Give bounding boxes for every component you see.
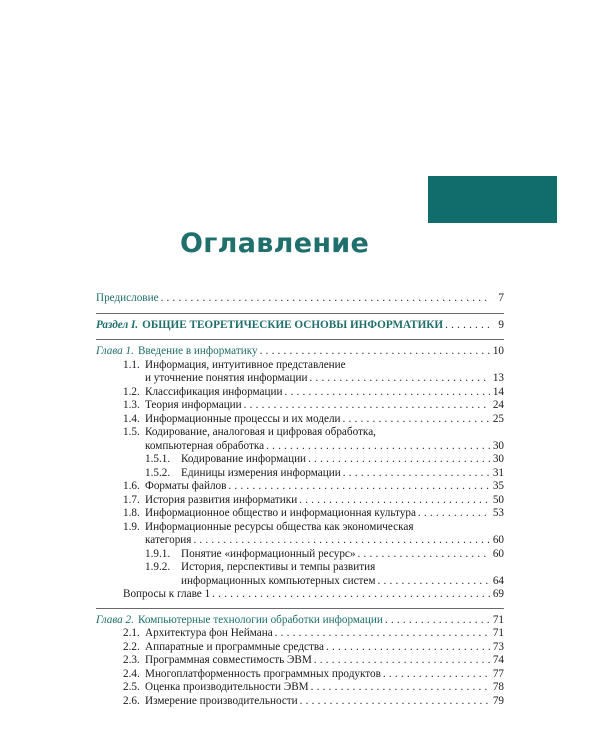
toc-entry-page: 79 xyxy=(492,694,504,707)
toc-entry-1-1-line1 xyxy=(96,359,504,373)
toc-entry-page: 25 xyxy=(492,412,504,425)
toc-entry-page: 78 xyxy=(492,681,504,693)
toc-entry-page: 71 xyxy=(492,627,504,639)
dot-leader xyxy=(343,413,490,427)
toc-entry-number: 1.9. xyxy=(123,520,140,533)
toc-entry-title: информационных компьютерных систем xyxy=(181,574,376,587)
toc-entry-title-line1: Информация, интуитивное представление xyxy=(145,358,346,371)
toc-entry-page: 74 xyxy=(492,654,504,666)
toc-entry-title: Информационные процессы и их модели xyxy=(145,412,341,425)
toc-entry-page: 35 xyxy=(492,480,504,492)
toc-entry-1-9-2[interactable] xyxy=(96,575,504,589)
dot-leader xyxy=(343,467,490,481)
dot-leader xyxy=(383,668,490,682)
toc-entry-page: 10 xyxy=(492,345,504,357)
dot-leader xyxy=(299,494,490,508)
toc-entry-number: 2.1. xyxy=(123,627,140,639)
toc-entry-page: 30 xyxy=(492,439,504,452)
toc-entry-1-5[interactable] xyxy=(96,440,504,454)
toc-entry-chapter-2[interactable] xyxy=(96,614,504,628)
dot-leader xyxy=(212,588,490,602)
toc-entry-title-line1: Информационные ресурсы общества как экономическая xyxy=(145,520,414,533)
toc-entry-number: 1.7. xyxy=(123,493,140,506)
chapter-label: Глава 2. xyxy=(96,613,134,626)
toc-entry-1-1[interactable] xyxy=(96,372,504,386)
teal-decoration-block xyxy=(428,176,557,223)
section-divider xyxy=(96,608,504,609)
dot-leader xyxy=(308,453,490,467)
toc-entry-page: 7 xyxy=(498,292,504,304)
toc-entry-title: Единицы измерения информации xyxy=(181,466,341,479)
toc-entry-page: 24 xyxy=(492,399,504,411)
toc-entry-1-9-line1 xyxy=(96,521,504,535)
toc-entry-page: 73 xyxy=(492,640,504,653)
toc-entry-1-5-2[interactable] xyxy=(96,467,504,481)
toc-entry-title: Форматы файлов xyxy=(145,480,227,492)
toc-entry-page: 14 xyxy=(492,385,504,398)
dot-leader xyxy=(266,440,490,454)
toc-entry-title: Теория информации xyxy=(145,399,242,411)
toc-entry-1-9-1[interactable] xyxy=(96,548,504,562)
dot-leader xyxy=(244,399,490,413)
toc-entry-preface[interactable] xyxy=(96,292,504,306)
dot-leader xyxy=(385,614,490,628)
toc-entry-number: 1.3. xyxy=(123,399,140,411)
toc-entry-1-5-1[interactable] xyxy=(96,453,504,467)
toc-entry-title: Информационное общество и информационная культура xyxy=(145,507,416,519)
toc-entry-2-1[interactable] xyxy=(96,627,504,641)
toc-entry-number: 1.4. xyxy=(123,412,140,425)
dot-leader xyxy=(284,386,490,400)
toc-entry-2-6[interactable] xyxy=(96,695,504,709)
dot-leader xyxy=(228,480,490,494)
dot-leader xyxy=(300,695,490,709)
toc-entry-2-2[interactable] xyxy=(96,641,504,655)
toc-entry-title: Программная совместимость ЭВМ xyxy=(145,654,312,666)
toc-entry-page: 30 xyxy=(492,453,504,465)
dot-leader xyxy=(275,627,490,641)
toc-entry-title: Оценка производительности ЭВМ xyxy=(145,681,309,693)
dot-leader xyxy=(418,507,490,521)
toc-entry-title: Многоплатформенность программных продуктов xyxy=(145,667,381,680)
toc-entry-page: 69 xyxy=(492,588,504,600)
toc-entry-title: Понятие «информационный ресурс» xyxy=(181,547,356,560)
toc-entry-2-5[interactable] xyxy=(96,681,504,695)
toc-entry-section-1[interactable] xyxy=(96,319,504,333)
toc-entry-number: 1.2. xyxy=(123,385,140,398)
toc-entry-page: 60 xyxy=(492,534,504,546)
section-title: ОБЩИЕ ТЕОРЕТИЧЕСКИЕ ОСНОВЫ ИНФОРМАТИКИ xyxy=(142,318,444,331)
toc-entry-number: 1.5.1. xyxy=(145,453,171,465)
dot-leader xyxy=(309,372,490,386)
toc-entry-title: История развития информатики xyxy=(145,493,298,506)
dot-leader xyxy=(311,681,490,695)
toc-entry-title: Архитектура фон Неймана xyxy=(145,627,273,639)
table-of-contents xyxy=(96,292,504,708)
toc-entry-number: 1.9.2. xyxy=(145,561,171,573)
dot-leader xyxy=(314,654,490,668)
section-label: Раздел I. xyxy=(96,318,139,331)
toc-entry-page: 13 xyxy=(492,372,504,384)
toc-entry-title: компьютерная обработка xyxy=(145,439,265,452)
toc-entry-questions-1[interactable] xyxy=(96,588,504,602)
toc-entry-title: категория xyxy=(145,534,192,546)
toc-entry-page: 53 xyxy=(492,507,504,519)
chapter-label: Глава 1. xyxy=(96,345,134,357)
dot-leader xyxy=(358,548,491,562)
toc-entry-page: 64 xyxy=(492,574,504,587)
toc-entry-number: 1.5.2. xyxy=(145,466,171,479)
toc-entry-1-6[interactable] xyxy=(96,480,504,494)
toc-entry-1-9-2-line1 xyxy=(96,561,504,575)
toc-entry-number: 2.4. xyxy=(123,667,140,680)
toc-entry-title: Вопросы к главе 1 xyxy=(123,588,211,600)
toc-entry-1-9[interactable] xyxy=(96,534,504,548)
toc-entry-number: 1.1. xyxy=(123,358,140,371)
toc-entry-chapter-1[interactable] xyxy=(96,345,504,359)
toc-entry-number: 1.8. xyxy=(123,507,140,519)
toc-entry-title: Измерение производительности xyxy=(145,694,298,707)
page-title: Оглавление xyxy=(180,228,370,259)
toc-entry-2-4[interactable] xyxy=(96,668,504,682)
toc-entry-number: 2.6. xyxy=(123,694,140,707)
toc-entry-1-7[interactable] xyxy=(96,494,504,508)
dot-leader xyxy=(193,534,490,548)
dot-leader xyxy=(161,292,490,306)
toc-entry-1-4[interactable] xyxy=(96,413,504,427)
toc-entry-page: 31 xyxy=(492,466,504,479)
toc-entry-number: 1.5. xyxy=(123,426,140,438)
toc-entry-title: Аппаратные и программные средства xyxy=(145,640,324,653)
toc-entry-number: 2.3. xyxy=(123,654,140,666)
toc-entry-page: 77 xyxy=(492,667,504,680)
toc-entry-title: и уточнение понятия информации xyxy=(145,372,308,384)
toc-entry-number: 1.6. xyxy=(123,480,140,492)
toc-entry-1-5-line1 xyxy=(96,426,504,440)
toc-entry-page: 60 xyxy=(492,547,504,560)
dot-leader xyxy=(377,575,490,589)
toc-entry-title-line1: Кодирование, аналоговая и цифровая обработка, xyxy=(145,426,376,438)
toc-entry-title-line1: История, перспективы и темпы развития xyxy=(181,561,376,573)
toc-entry-page: 9 xyxy=(498,318,504,331)
toc-entry-1-2[interactable] xyxy=(96,386,504,400)
dot-leader xyxy=(260,345,490,359)
toc-entry-title: Кодирование информации xyxy=(181,453,307,465)
toc-entry-1-3[interactable] xyxy=(96,399,504,413)
toc-entry-title: Классификация информации xyxy=(145,385,283,398)
chapter-title: Компьютерные технологии обработки информации xyxy=(137,613,383,626)
dot-leader xyxy=(445,319,490,333)
toc-entry-page: 50 xyxy=(492,493,504,506)
section-divider xyxy=(96,313,504,314)
toc-entry-number: 2.2. xyxy=(123,640,140,653)
toc-entry-number: 1.9.1. xyxy=(145,547,171,560)
dot-leader xyxy=(326,641,490,655)
toc-entry-2-3[interactable] xyxy=(96,654,504,668)
toc-entry-1-8[interactable] xyxy=(96,507,504,521)
section-divider xyxy=(96,339,504,340)
toc-entry-page: 71 xyxy=(492,613,504,626)
chapter-title: Введение в информатику xyxy=(137,345,258,357)
toc-entry-number: 2.5. xyxy=(123,681,140,693)
toc-entry-title: Предисловие xyxy=(96,292,159,304)
